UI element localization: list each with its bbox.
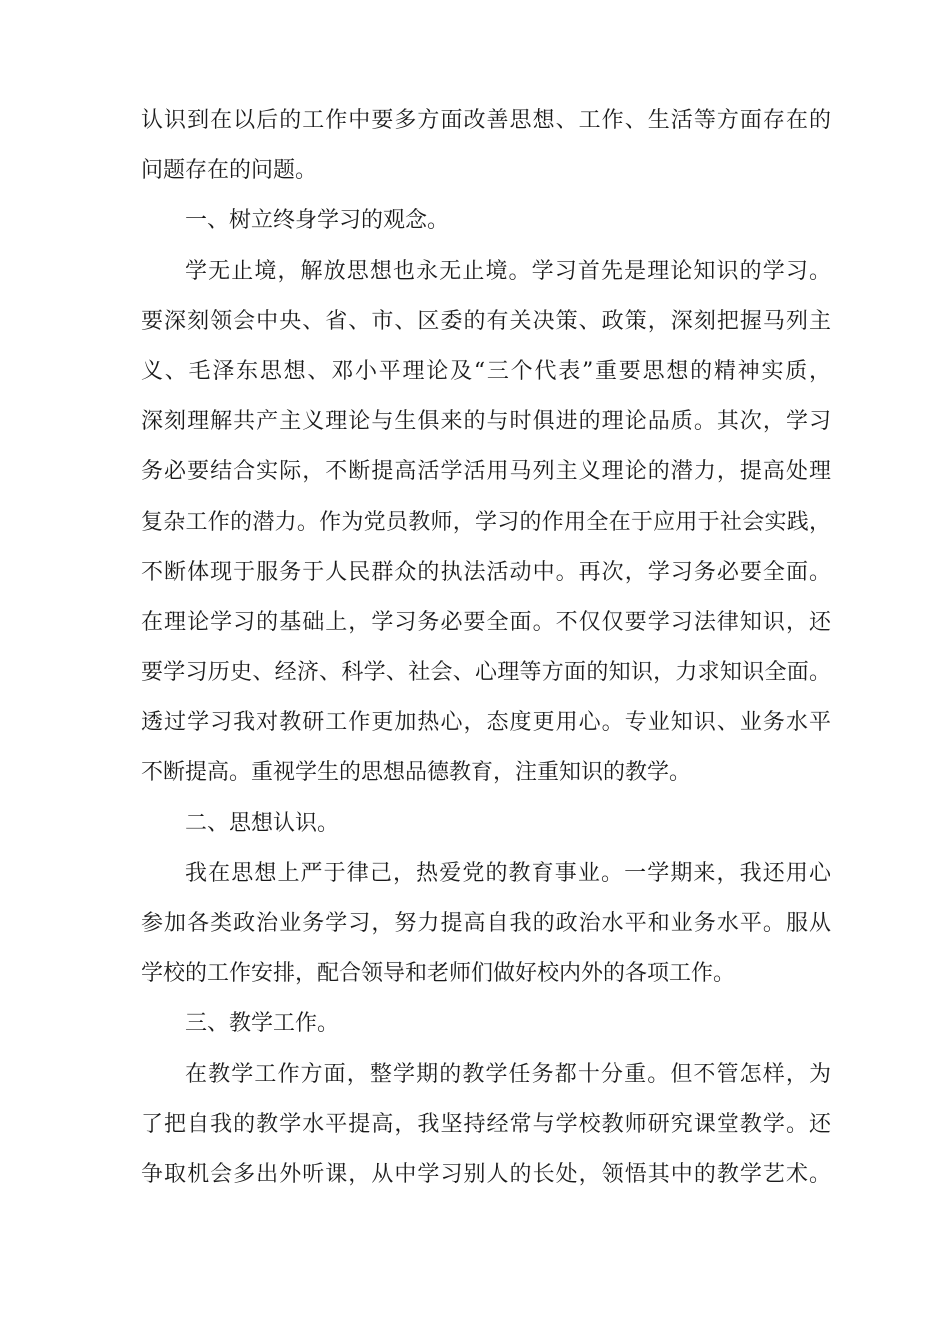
text-line-8: 务必要结合实际，不断提高活学活用马列主义理论的潜力，提高处理: [141, 459, 831, 485]
text-line-20: 在教学工作方面，整学期的教学任务都十分重。但不管怎样，为: [185, 1061, 831, 1087]
text-line-13: 透过学习我对教研工作更加热心，态度更用心。专业知识、业务水平: [141, 710, 831, 736]
text-line-12: 要学习历史、经济、科学、社会、心理等方面的知识，力求知识全面。: [141, 660, 831, 686]
document-body: [141, 102, 831, 1206]
text-line-17: 参加各类政治业务学习，努力提高自我的政治水平和业务水平。服从: [141, 911, 831, 936]
text-line-22: 争取机会多出外听课，从中学习别人的长处，领悟其中的教学艺术。: [141, 1161, 831, 1187]
text-line-7: 深刻理解共产主义理论与生俱来的与时俱进的理论品质。其次，学习: [141, 409, 831, 435]
text-line-10: 不断体现于服务于人民群众的执法活动中。再次，学习务必要全面。: [141, 559, 831, 585]
text-line-21: 了把自我的教学水平提高，我坚持经常与学校教师研究课堂教学。还: [141, 1111, 831, 1137]
section-heading-1: 一、树立终身学习的观念。: [185, 208, 450, 234]
section-heading-2: 二、思想认识。: [185, 810, 340, 836]
section-heading-3: 三、教学工作。: [185, 1011, 340, 1037]
text-line-9: 复杂工作的潜力。作为党员教师，学习的作用全在于应用于社会实践，: [141, 509, 831, 535]
text-line-1: 认识到在以后的工作中要多方面改善思想、工作、生活等方面存在的: [141, 108, 831, 133]
text-line-14: 不断提高。重视学生的思想品德教育，注重知识的教学。: [141, 760, 692, 786]
text-line-6: 义、毛泽东思想、邓小平理论及“三个代表”重要思想的精神实质，: [141, 358, 831, 384]
text-line-18: 学校的工作安排，配合领导和老师们做好校内外的各项工作。: [141, 961, 736, 987]
text-line-16: 我在思想上严于律己，热爱党的教育事业。一学期来，我还用心: [185, 860, 831, 886]
text-line-11: 在理论学习的基础上，学习务必要全面。不仅仅要学习法律知识，还: [141, 609, 831, 635]
text-line-4: 学无止境，解放思想也永无止境。学习首先是理论知识的学习。: [185, 258, 831, 284]
text-line-5: 要深刻领会中央、省、市、区委的有关决策、政策，深刻把握马列主: [141, 308, 831, 334]
text-line-2: 问题存在的问题。: [141, 158, 318, 184]
